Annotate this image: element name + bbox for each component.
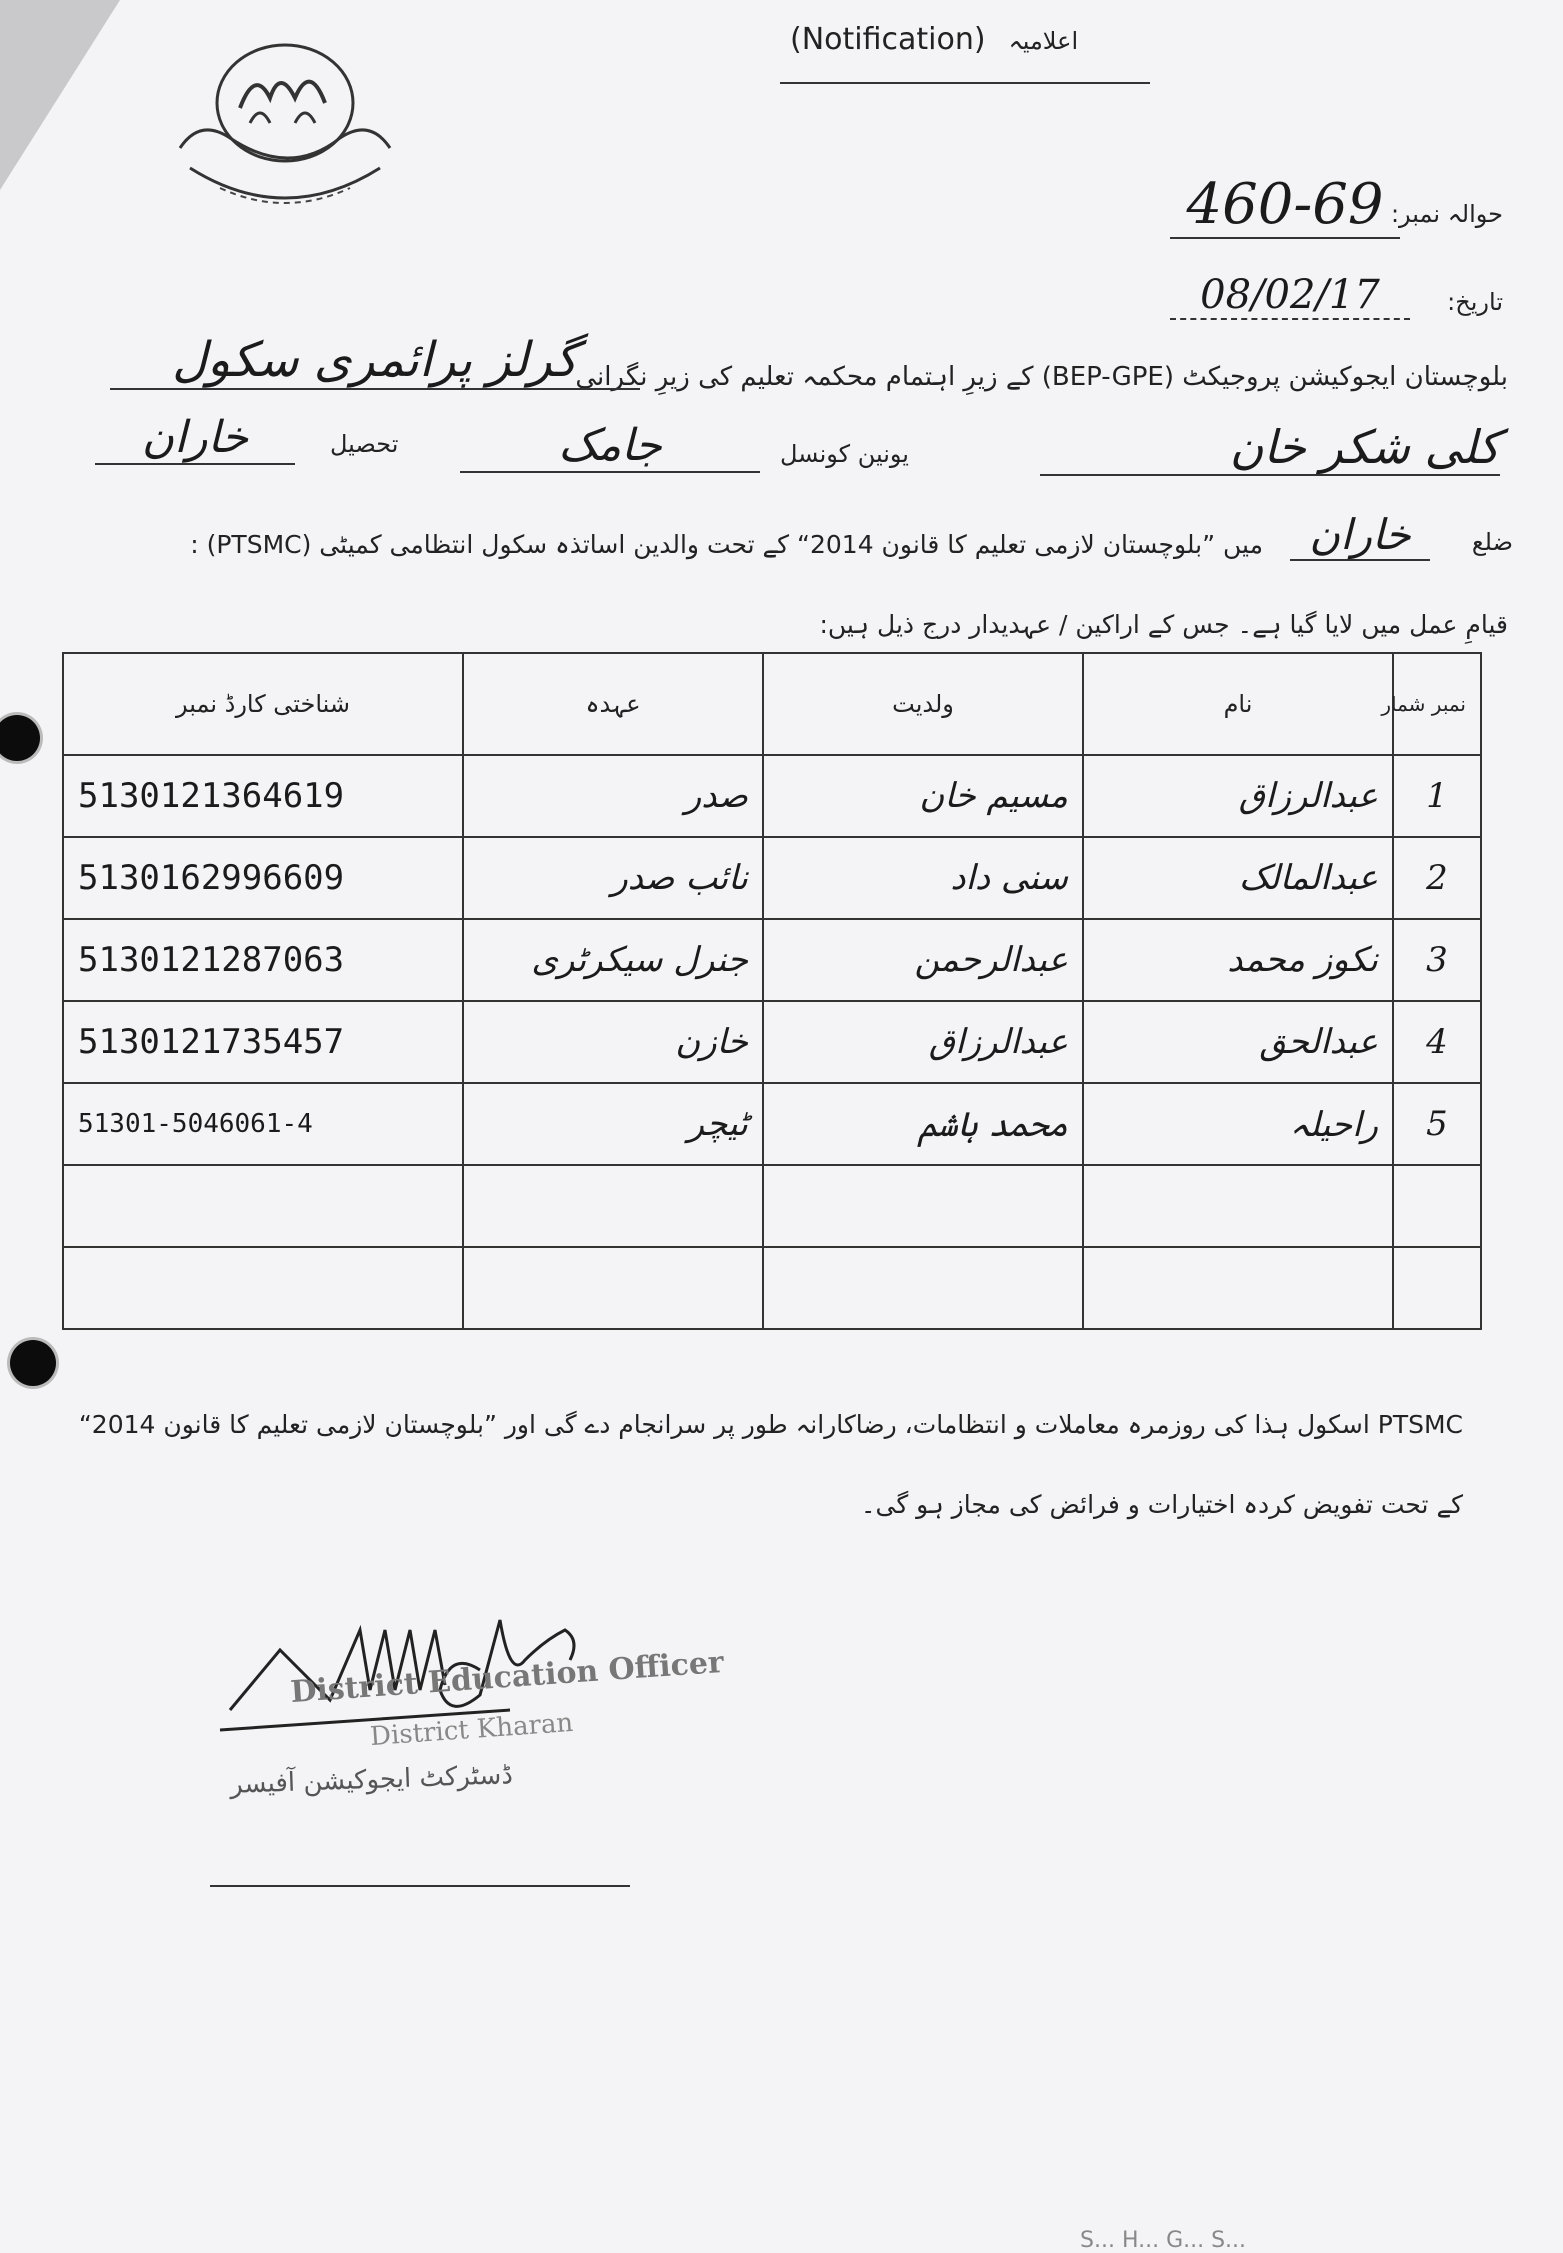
table-row <box>63 1247 1481 1329</box>
notification-title-urdu: اعلامیہ <box>1008 27 1079 55</box>
cell-designation: ٹیچر <box>463 1083 763 1165</box>
cell-designation: جنرل سیکرٹری <box>463 919 763 1001</box>
cell-parentage <box>763 1247 1083 1329</box>
intro-line-4: قیامِ عمل میں لایا گیا ہے۔ جس کے اراکین / عہدیدار درج ذیل ہیں: <box>819 610 1508 639</box>
cell-name <box>1083 1165 1393 1247</box>
cell-serial <box>1393 1165 1481 1247</box>
col-header-name: نام <box>1083 653 1393 755</box>
cell-parentage: محمد ہاشم <box>763 1083 1083 1165</box>
punch-hole-bottom <box>10 1340 56 1386</box>
cell-designation: خازن <box>463 1001 763 1083</box>
col-header-serial: نمبر شمار <box>1393 653 1481 755</box>
intro-line-1: بلوچستان ایجوکیشن پروجیکٹ (BEP-GPE) کے زیرِ اہتمام محکمہ تعلیم کی زیرِ نگرانی <box>575 362 1508 392</box>
cell-cnic <box>63 1247 463 1329</box>
cell-designation: نائب صدر <box>463 837 763 919</box>
signature-line <box>210 1885 630 1887</box>
government-emblem <box>160 28 410 228</box>
footer-fragment: S... H... G... S... <box>1080 2228 1247 2253</box>
punch-hole-top <box>0 715 40 761</box>
col-header-designation: عہدہ <box>463 653 763 755</box>
cell-name: عبدالرزاق <box>1083 755 1393 837</box>
col-header-parentage: ولدیت <box>763 653 1083 755</box>
table-header-row <box>63 653 1481 755</box>
members-table <box>62 652 1482 1330</box>
cell-name: راحیلہ <box>1083 1083 1393 1165</box>
cell-cnic: 5130162996609 <box>63 837 463 919</box>
table-row <box>63 919 1481 1001</box>
stamp-designation: District Education Officer <box>289 1644 725 1711</box>
cell-name: عبدالمالک <box>1083 837 1393 919</box>
col-header-cnic: شناختی کارڈ نمبر <box>63 653 463 755</box>
union-council-label: یونین کونسل <box>780 440 909 468</box>
cell-parentage: سنی داد <box>763 837 1083 919</box>
reference-number: 460-69 <box>1170 172 1400 239</box>
cell-serial: 5 <box>1393 1083 1481 1165</box>
cell-serial: 3 <box>1393 919 1481 1001</box>
cell-name: عبدالحق <box>1083 1001 1393 1083</box>
cell-parentage <box>763 1165 1083 1247</box>
cell-cnic <box>63 1165 463 1247</box>
scan-shadow <box>0 0 120 190</box>
title-underline <box>780 82 1150 84</box>
union-council-name: جامک <box>460 420 760 473</box>
district-label: ضلع <box>1471 528 1513 556</box>
date-value: 08/02/17 <box>1170 272 1410 320</box>
cell-name: نکوز محمد <box>1083 919 1393 1001</box>
tehsil-label: تحصیل <box>330 430 399 458</box>
table-row <box>63 755 1481 837</box>
reference-label: حوالہ نمبر: <box>1390 200 1503 228</box>
cell-name <box>1083 1247 1393 1329</box>
cell-serial: 4 <box>1393 1001 1481 1083</box>
table-row <box>63 837 1481 919</box>
cell-parentage: عبدالرزاق <box>763 1001 1083 1083</box>
intro-line-3: میں ”بلوچستان لازمی تعلیم کا قانون 2014“ کے تحت والدین اساتذہ سکول انتظامی کمیٹی (PTSMC) : <box>190 530 1263 559</box>
district-name: خاران <box>1290 510 1430 561</box>
date-label: تاریخ: <box>1447 288 1503 316</box>
table-row <box>63 1165 1481 1247</box>
closing-line-1: PTSMC اسکول ہذا کی روزمرہ معاملات و انتظامات، رضاکارانہ طور پر سرانجام دے گی اور ”بلوچستان لازمی تعلیم کا قانون 2014“ <box>78 1410 1463 1439</box>
cell-serial <box>1393 1247 1481 1329</box>
cell-designation: صدر <box>463 755 763 837</box>
school-name: گرلز پرائمری سکول <box>110 332 640 390</box>
cell-cnic: 5130121735457 <box>63 1001 463 1083</box>
table-row <box>63 1001 1481 1083</box>
village-name: کلی شکر خان <box>1040 420 1500 476</box>
tehsil-name: خاران <box>95 412 295 465</box>
cell-serial: 2 <box>1393 837 1481 919</box>
cell-parentage: عبدالرحمن <box>763 919 1083 1001</box>
cell-cnic: 5130121364619 <box>63 755 463 837</box>
notification-title <box>790 22 1078 57</box>
cell-designation <box>463 1247 763 1329</box>
notification-title-en: (Notification) <box>790 22 986 57</box>
cell-cnic: 51301-5046061-4 <box>63 1083 463 1165</box>
cell-serial: 1 <box>1393 755 1481 837</box>
cell-parentage: مسیم خان <box>763 755 1083 837</box>
stamp-district: District Kharan <box>369 1707 575 1753</box>
closing-line-2: کے تحت تفویض کردہ اختیارات و فرائض کی مجاز ہو گی۔ <box>860 1490 1463 1519</box>
officer-title-urdu: ڈسٹرکٹ ایجوکیشن آفیسر <box>229 1760 514 1800</box>
table-row <box>63 1083 1481 1165</box>
cell-cnic: 5130121287063 <box>63 919 463 1001</box>
cell-designation <box>463 1165 763 1247</box>
